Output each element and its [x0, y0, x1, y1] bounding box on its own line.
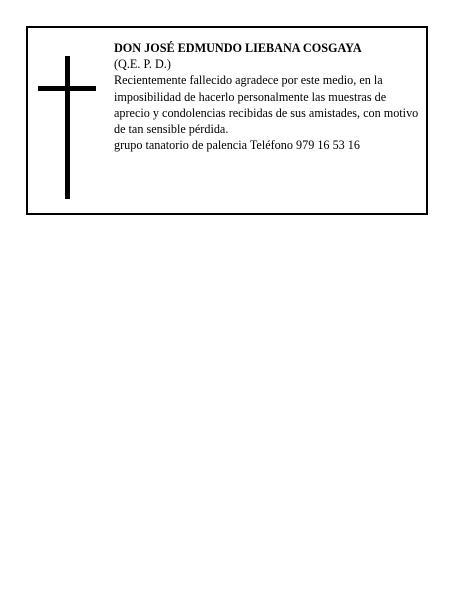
- cross-vertical-bar: [65, 56, 70, 199]
- obituary-notice: [26, 26, 428, 215]
- deceased-name: DON JOSÉ EDMUNDO LIEBANA COSGAYA: [114, 41, 362, 55]
- qepd-line: (Q.E. P. D.): [114, 57, 171, 72]
- cross-horizontal-bar: [38, 86, 96, 91]
- notice-text: [114, 40, 420, 153]
- cross-icon: [38, 56, 96, 199]
- thanks-message: Recientemente fallecido agradece por este medio, en la imposibilidad de hacerlo personalmente las muestras de aprecio y condolencias recibidas de sus amistades, con motivo de tan sensible pérdida.: [114, 73, 419, 137]
- funeral-home-contact: grupo tanatorio de palencia Teléfono 979 16 53 16: [114, 138, 360, 153]
